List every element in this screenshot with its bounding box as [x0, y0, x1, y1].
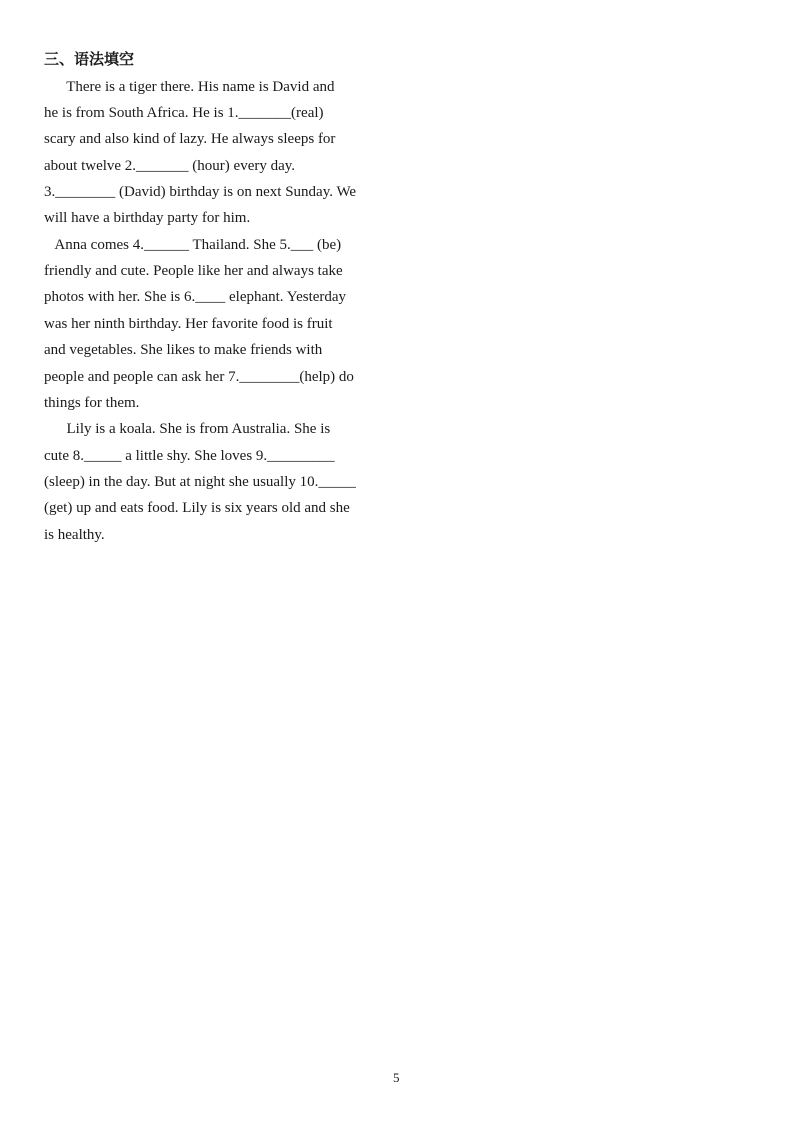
section-heading: 三、语法填空 — [44, 50, 135, 68]
text-line-17: (get) up and eats food. Lily is six years old and she — [44, 500, 350, 516]
text-line-14: Lily is a koala. She is from Australia. She is — [44, 421, 331, 437]
text-line-6: will have a birthday party for him. — [44, 210, 251, 226]
text-line-1: There is a tiger there. His name is David and — [44, 79, 335, 95]
text-line-2: he is from South Africa. He is 1._______(real) — [44, 105, 324, 121]
text-line-5: 3.________ (David) birthday is on next Sunday. We — [44, 184, 357, 200]
page-number: 5 — [393, 1070, 400, 1085]
text-line-15: cute 8._____ a little shy. She loves 9._________ — [44, 448, 335, 464]
text-line-8: friendly and cute. People like her and always take — [44, 263, 343, 279]
text-line-7: Anna comes 4.______ Thailand. She 5.___ (be) — [44, 237, 342, 253]
text-line-11: and vegetables. She likes to make friends with — [44, 342, 323, 358]
text-line-12: people and people can ask her 7.________(help) do — [44, 369, 354, 385]
text-line-16: (sleep) in the day. But at night she usually 10._____ — [44, 474, 356, 490]
text-line-9: photos with her. She is 6.____ elephant. Yesterday — [44, 289, 347, 305]
text-line-13: things for them. — [44, 395, 140, 411]
text-line-4: about twelve 2._______ (hour) every day. — [44, 158, 296, 174]
text-line-10: was her ninth birthday. Her favorite food is fruit — [44, 316, 333, 332]
text-line-18: is healthy. — [44, 527, 105, 543]
text-line-3: scary and also kind of lazy. He always sleeps for — [44, 131, 336, 147]
